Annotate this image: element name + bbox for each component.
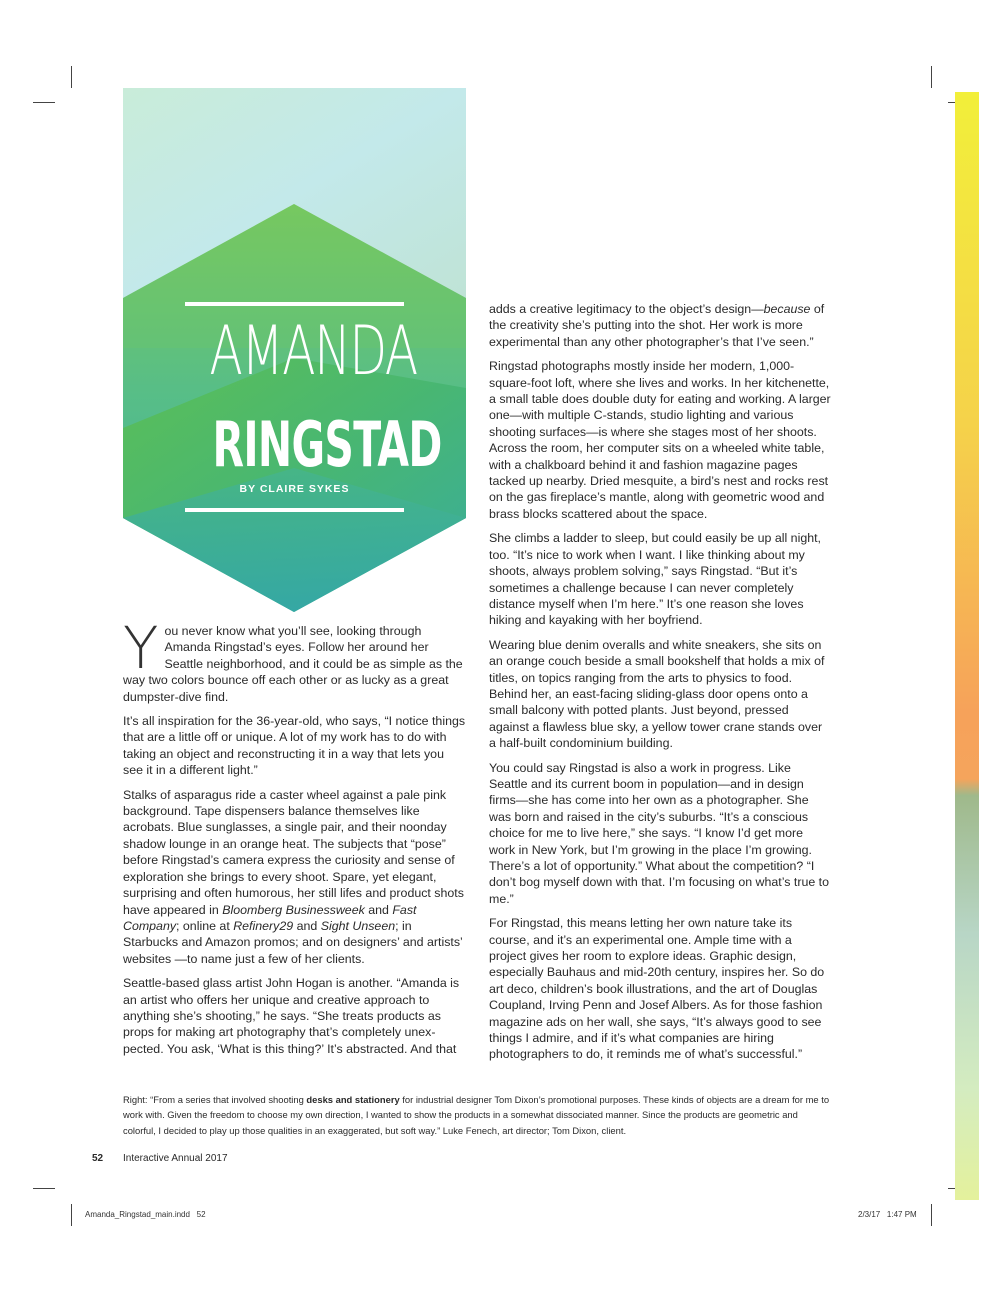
title-last-name: RINGSTAD [212, 408, 442, 481]
paragraph: Ringstad photographs mostly inside her modern, 1,000-square-foot loft, where she lives and works. In her kitchenette, a small table does double duty for eating and working. A larger one—with multiple C-stands, studio lighting and various shooting surfaces—is where she stages most of her shoots. Across the room, her computer sits on a wheeled white table, with a chalkboard behind it and fashion magazine pages tacked up nearby. Dried mesquite, a bird’s nest and rocks rest on the gas fireplace’s mantle, along with geometric wood and brass blocks scattered about the space. [489, 359, 831, 521]
byline: BY CLAIRE SYKES [239, 483, 350, 495]
publication-name: Interactive Annual 2017 [123, 1153, 228, 1164]
paragraph: Stalks of asparagus ride a caster wheel against a pale pink background. Tape dispensers balance themselves like acrobats. Blue sunglasses, a single pair, and their noonday shadow lounge in an orange heat. The subjects that “pose” before Ringstad’s camera express the curiosity and sense of exploration she brings to every shoot. Spare, yet elegant, surprising and often humorous, her still lifes and product shots have appeared in Bloomberg Businessweek and Fast Company; online at Refinery29 and Sight Unseen; in Starbucks and Amazon promos; and on designers’ and artists’ websites —to name just a few of her clients. [123, 787, 464, 966]
paragraph: You never know what you’ll see, looking through Amanda Ringstad’s eyes. Follow her around her Seattle neighborhood, and it could be as simple as the way two colors bounce off each other or as lucky as a great dumpster-dive find. [123, 614, 463, 704]
crop-mark [33, 1188, 55, 1189]
paragraph: For Ringstad, this means letting her own nature take its course, and it’s an experimental one. Ample time with a project gives her room to explore ideas. Graphic design, especially Bauhaus and mid-20th century, inspires her. So do art deco, children’s book illustrations, and the art of Douglas Coupland, Irving Penn and Josef Albers. As for those fashion magazine ads on her wall, she says, “It’s always good to see things I admire, and if it’s what companies are hiring photographers to do, it reminds me of what’s successful.” [489, 916, 825, 1062]
paragraph: Wearing blue denim overalls and white sneakers, she sits on an orange couch beside a small bookshelf that holds a mix of titles, on topics ranging from the arts to physics to food. Behind her, an east-facing sliding-glass door opens onto a small balcony with potted plants. Just beyond, pressed against a flawless blue sky, a yellow tower crane stands over a half-built condominium building. [489, 637, 825, 751]
title-rule-bottom [185, 508, 404, 512]
photo-caption: Right: “From a series that involved shooting desks and stationery for industrial designer Tom Dixon’s promotional purposes. These kinds of objects are a dream for me to work with. Given the freedom to choose my own direction, I wanted to show the products in a somewhat dissociated manner. Since the products are geometric and colorful, I decided to play up those qualities in an exaggerated, but soft way.” Luke Fenech, art director; Tom Dixon, client. [123, 1094, 830, 1136]
crop-mark [931, 66, 932, 88]
paragraph: It’s all inspiration for the 36-year-old, who says, “I notice things that are a little off or unique. A lot of my work has to do with taking an object and reconstructing it in a way that lets you see it in a different light.” [123, 714, 466, 778]
slug-filename: Amanda_Ringstad_main.indd 52 [85, 1210, 206, 1219]
paragraph: Seattle-based glass artist John Hogan is another. “Amanda is an artist who offers her unique and creative approach to anything she’s shooting,” he says. “She treats products as props for making art photography that’s completely unex-pected. You ask, ‘What is this thing?’ It’s abstracted. And that [123, 976, 460, 1056]
article-column-right [489, 301, 831, 1071]
crop-mark [33, 102, 55, 103]
slug-date: 2/3/17 1:47 PM [858, 1210, 917, 1219]
article-column-left [123, 614, 466, 1065]
drop-cap: Y [123, 614, 159, 682]
color-side-bar [955, 92, 979, 1200]
crop-mark [71, 1204, 72, 1226]
page-number: 52 [92, 1153, 104, 1164]
crop-mark [931, 1204, 932, 1226]
paragraph: adds a creative legitimacy to the object’s design—because of the creativity she’s putting into the shot. Her work is more experimental than any other photographer’s that I’ve seen.” [489, 302, 825, 349]
title-rule-top [185, 302, 404, 306]
crop-mark [71, 66, 72, 88]
paragraph: She climbs a ladder to sleep, but could easily be up all night, too. “It’s nice to work when I want. I like thinking about my shoots, always problem solving,” says Ringstad. “But it’s sometimes a challenge because I can never completely distance myself when I’m here.” It’s one reason she loves hiking and kayaking with her boyfriend. [489, 531, 821, 628]
paragraph: You could say Ringstad is also a work in progress. Like Seattle and its current boom in population—and in design firms—she has come into her own as a photographer. She was born and raised in the city’s suburbs. “It’s a conscious choice for me to live here,” she says. “I know I’d get more work in New York, but I’m growing in the place I’m growing. There’s a lot of opportunity.” What about the competition? “I don’t bog myself down with that. I’m focusing on what’s true to me.” [489, 760, 830, 906]
title-first-name: AMANDA [209, 312, 417, 391]
